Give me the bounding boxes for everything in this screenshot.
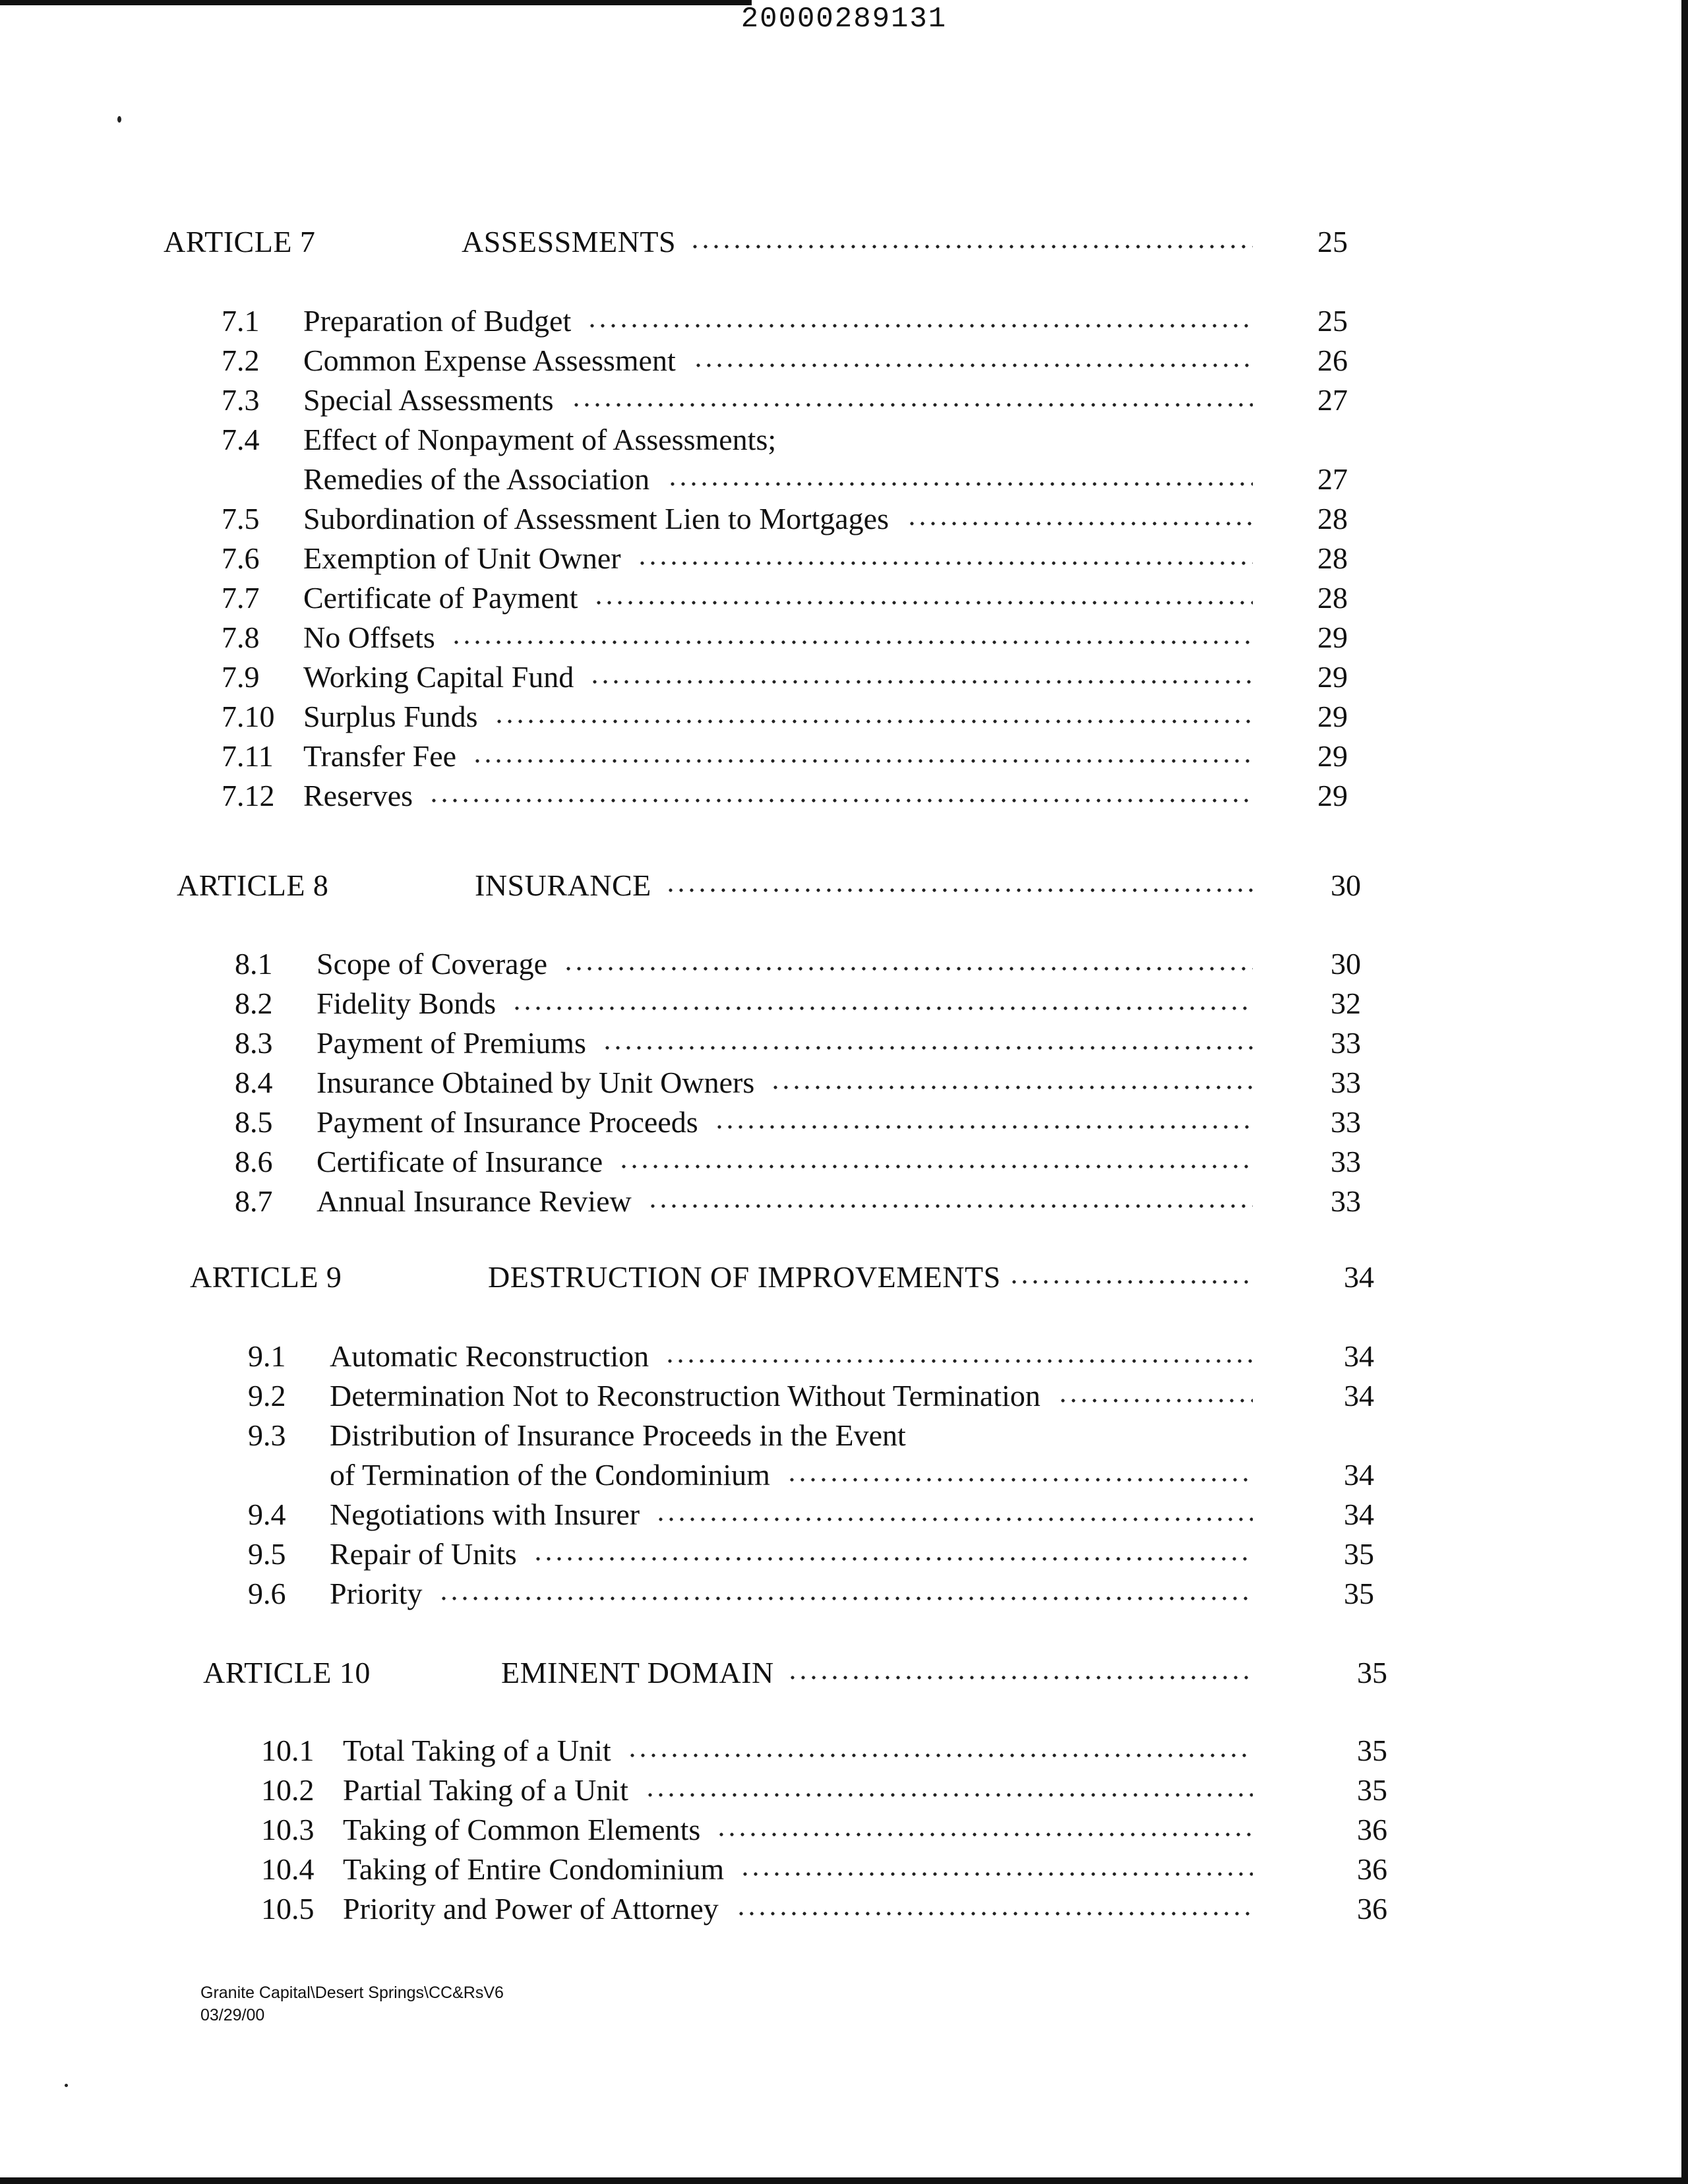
- section-number: 7.9: [222, 660, 260, 694]
- section-number: 7.3: [222, 383, 260, 417]
- article-number: ARTICLE 10: [203, 1656, 371, 1689]
- dot-leader: [655, 1517, 1253, 1522]
- section-number: 8.4: [235, 1066, 273, 1099]
- section-number: 9.5: [248, 1537, 286, 1571]
- section-title: Repair of Units: [330, 1537, 517, 1571]
- section-title: Negotiations with Insurer: [330, 1498, 640, 1531]
- section-page-number: 35: [1357, 1773, 1387, 1807]
- section-title: Fidelity Bonds: [316, 986, 497, 1020]
- section-page-number: 33: [1331, 1026, 1361, 1060]
- section-page-number: 35: [1344, 1577, 1374, 1610]
- section-page-number: 33: [1331, 1145, 1361, 1178]
- section-number: 10.3: [261, 1813, 315, 1846]
- section-entry[interactable]: [0, 778, 1688, 818]
- section-entry[interactable]: [0, 1733, 1688, 1773]
- section-title: Special Assessments: [303, 383, 554, 417]
- section-number: 8.2: [235, 986, 273, 1020]
- section-number: 7.10: [222, 700, 275, 733]
- section-entry[interactable]: [0, 1773, 1688, 1812]
- dot-leader: [736, 1911, 1253, 1916]
- section-entry[interactable]: [0, 501, 1688, 541]
- dot-leader: [690, 244, 1253, 249]
- section-title: Partial Taking of a Unit: [343, 1773, 628, 1807]
- dot-leader: [716, 1832, 1253, 1837]
- dot-leader: [637, 561, 1253, 566]
- dot-leader: [429, 798, 1253, 803]
- section-page-number: 30: [1331, 947, 1361, 981]
- section-entry[interactable]: [0, 1891, 1688, 1931]
- section-page-number: 35: [1344, 1537, 1374, 1571]
- section-page-number: 29: [1317, 779, 1348, 812]
- article-number: ARTICLE 9: [190, 1260, 342, 1294]
- section-title: Determination Not to Reconstruction Without Termination: [330, 1379, 1040, 1412]
- article-title: EMINENT DOMAIN: [501, 1656, 774, 1689]
- section-number: 7.8: [222, 621, 260, 654]
- section-number: 9.6: [248, 1577, 286, 1610]
- dot-leader: [563, 966, 1253, 971]
- section-number: 9.3: [248, 1418, 286, 1452]
- section-page-number: 35: [1357, 1734, 1387, 1767]
- section-page-number: 34: [1344, 1498, 1374, 1531]
- section-entry[interactable]: [0, 620, 1688, 659]
- section-number: 10.4: [261, 1852, 315, 1886]
- section-entry-continuation[interactable]: [0, 1457, 1688, 1497]
- dot-leader: [533, 1556, 1253, 1562]
- section-entry[interactable]: [0, 1065, 1688, 1105]
- section-title: Certificate of Payment: [303, 581, 578, 615]
- dot-leader: [645, 1792, 1253, 1798]
- section-page-number: 34: [1344, 1379, 1374, 1412]
- dot-leader: [627, 1753, 1253, 1758]
- dot-leader: [494, 719, 1253, 724]
- section-entry[interactable]: [0, 1339, 1688, 1378]
- section-title: Surplus Funds: [303, 700, 478, 733]
- section-page-number: 36: [1357, 1813, 1387, 1846]
- section-title: Exemption of Unit Owner: [303, 541, 621, 575]
- section-title-continuation: Remedies of the Association: [303, 462, 650, 496]
- footer: [200, 1982, 504, 2026]
- section-page-number: 29: [1317, 621, 1348, 654]
- article-number: ARTICLE 8: [177, 868, 329, 902]
- dot-leader: [740, 1871, 1253, 1877]
- section-page-number: 34: [1344, 1458, 1374, 1492]
- section-page-number: 36: [1357, 1852, 1387, 1886]
- section-number: 8.1: [235, 947, 273, 981]
- dot-leader: [787, 1477, 1253, 1482]
- section-entry[interactable]: [0, 699, 1688, 739]
- dot-leader: [438, 1596, 1253, 1601]
- section-number: 7.4: [222, 423, 260, 456]
- section-number: 10.1: [261, 1734, 315, 1767]
- section-entry[interactable]: [0, 1812, 1688, 1852]
- article-page-number: 34: [1344, 1260, 1374, 1294]
- section-number: 7.5: [222, 502, 260, 535]
- dot-leader: [648, 1203, 1253, 1209]
- article-title: DESTRUCTION OF IMPROVEMENTS: [488, 1260, 1001, 1294]
- article-page-number: 35: [1357, 1656, 1387, 1689]
- section-number: 7.12: [222, 779, 275, 812]
- section-title: Payment of Insurance Proceeds: [316, 1105, 698, 1139]
- section-page-number: 29: [1317, 660, 1348, 694]
- section-number: 7.1: [222, 304, 260, 338]
- article-heading[interactable]: [0, 1655, 1688, 1695]
- section-entry[interactable]: [0, 382, 1688, 422]
- section-page-number: 28: [1317, 581, 1348, 615]
- dot-leader: [1058, 1398, 1253, 1403]
- dot-leader: [665, 888, 1253, 893]
- section-title: Common Expense Assessment: [303, 344, 676, 377]
- section-entry[interactable]: [0, 422, 1688, 462]
- section-title: Taking of Common Elements: [343, 1813, 701, 1846]
- section-number: 8.7: [235, 1184, 273, 1218]
- section-title: Distribution of Insurance Proceeds in the Event: [330, 1418, 906, 1452]
- section-page-number: 28: [1317, 502, 1348, 535]
- dot-leader: [770, 1085, 1253, 1090]
- dot-leader: [714, 1124, 1253, 1130]
- dot-leader: [787, 1675, 1253, 1680]
- dot-leader: [667, 481, 1253, 487]
- section-number: 7.2: [222, 344, 260, 377]
- section-entry[interactable]: [0, 1497, 1688, 1536]
- dot-leader: [665, 1358, 1253, 1364]
- section-title: Priority and Power of Attorney: [343, 1892, 719, 1926]
- section-title: Certificate of Insurance: [316, 1145, 603, 1178]
- article-heading[interactable]: [0, 224, 1688, 264]
- article-heading[interactable]: [0, 1259, 1688, 1299]
- section-number: 7.7: [222, 581, 260, 615]
- article-number: ARTICLE 7: [164, 225, 316, 258]
- section-entry[interactable]: [0, 1536, 1688, 1576]
- section-number: 9.4: [248, 1498, 286, 1531]
- section-number: 8.6: [235, 1145, 273, 1178]
- article-page-number: 30: [1331, 868, 1361, 902]
- section-number: 8.3: [235, 1026, 273, 1060]
- section-title-continuation: of Termination of the Condominium: [330, 1458, 770, 1492]
- dot-leader: [618, 1164, 1253, 1169]
- article-title: ASSESSMENTS: [462, 225, 677, 258]
- section-title: Working Capital Fund: [303, 660, 574, 694]
- dot-leader: [472, 758, 1253, 764]
- section-title: Total Taking of a Unit: [343, 1734, 611, 1767]
- section-entry[interactable]: [0, 1418, 1688, 1457]
- dot-leader: [512, 1006, 1253, 1011]
- section-page-number: 28: [1317, 541, 1348, 575]
- dot-leader: [587, 323, 1253, 328]
- section-title: Scope of Coverage: [316, 947, 547, 981]
- section-entry[interactable]: [0, 1105, 1688, 1144]
- footer-path: Granite Capital\Desert Springs\CC&RsV6: [200, 1984, 504, 2002]
- section-entry[interactable]: [0, 946, 1688, 986]
- dot-leader: [907, 521, 1253, 526]
- section-page-number: 32: [1331, 986, 1361, 1020]
- section-page-number: 25: [1317, 304, 1348, 338]
- dot-leader: [602, 1045, 1253, 1050]
- section-title: Reserves: [303, 779, 413, 812]
- section-number: 10.2: [261, 1773, 315, 1807]
- section-title: No Offsets: [303, 621, 435, 654]
- section-entry[interactable]: [0, 739, 1688, 778]
- section-entry[interactable]: [0, 1576, 1688, 1616]
- section-number: 7.6: [222, 541, 260, 575]
- section-entry[interactable]: [0, 541, 1688, 580]
- dot-leader: [593, 600, 1253, 605]
- section-title: Taking of Entire Condominium: [343, 1852, 725, 1886]
- footer-date: 03/29/00: [200, 2006, 265, 2024]
- dot-leader: [1009, 1279, 1253, 1285]
- section-title: Transfer Fee: [303, 739, 457, 773]
- section-title: Payment of Premiums: [316, 1026, 586, 1060]
- section-title: Annual Insurance Review: [316, 1184, 632, 1218]
- section-page-number: 29: [1317, 739, 1348, 773]
- section-entry[interactable]: [0, 986, 1688, 1025]
- article-page-number: 25: [1317, 225, 1348, 258]
- document-id: 20000289131: [740, 3, 948, 36]
- section-page-number: 27: [1317, 383, 1348, 417]
- section-entry[interactable]: [0, 1144, 1688, 1184]
- section-page-number: 27: [1317, 462, 1348, 496]
- section-page-number: 36: [1357, 1892, 1387, 1926]
- dot-leader: [589, 679, 1253, 684]
- section-page-number: 33: [1331, 1105, 1361, 1139]
- section-title: Effect of Nonpayment of Assessments;: [303, 423, 777, 456]
- section-page-number: 29: [1317, 700, 1348, 733]
- section-entry[interactable]: [0, 1852, 1688, 1891]
- section-entry[interactable]: [0, 1025, 1688, 1065]
- section-title: Insurance Obtained by Unit Owners: [316, 1066, 755, 1099]
- section-entry[interactable]: [0, 1378, 1688, 1418]
- article-title: INSURANCE: [475, 868, 651, 902]
- section-title: Priority: [330, 1577, 423, 1610]
- section-page-number: 34: [1344, 1339, 1374, 1373]
- section-entry[interactable]: [0, 580, 1688, 620]
- section-entry[interactable]: [0, 659, 1688, 699]
- section-number: 9.1: [248, 1339, 286, 1373]
- section-entry[interactable]: [0, 303, 1688, 343]
- section-entry-continuation[interactable]: [0, 462, 1688, 501]
- section-entry[interactable]: [0, 343, 1688, 382]
- dot-leader: [451, 640, 1253, 645]
- dot-leader: [693, 363, 1253, 368]
- section-title: Subordination of Assessment Lien to Mortgages: [303, 502, 889, 535]
- section-page-number: 33: [1331, 1066, 1361, 1099]
- section-page-number: 26: [1317, 344, 1348, 377]
- section-number: 8.5: [235, 1105, 273, 1139]
- article-heading[interactable]: [0, 868, 1688, 907]
- dot-leader: [571, 402, 1253, 408]
- section-number: 10.5: [261, 1892, 315, 1926]
- section-number: 9.2: [248, 1379, 286, 1412]
- section-page-number: 33: [1331, 1184, 1361, 1218]
- section-entry[interactable]: [0, 1184, 1688, 1223]
- section-title: Automatic Reconstruction: [330, 1339, 649, 1373]
- section-number: 7.11: [222, 739, 274, 773]
- section-title: Preparation of Budget: [303, 304, 572, 338]
